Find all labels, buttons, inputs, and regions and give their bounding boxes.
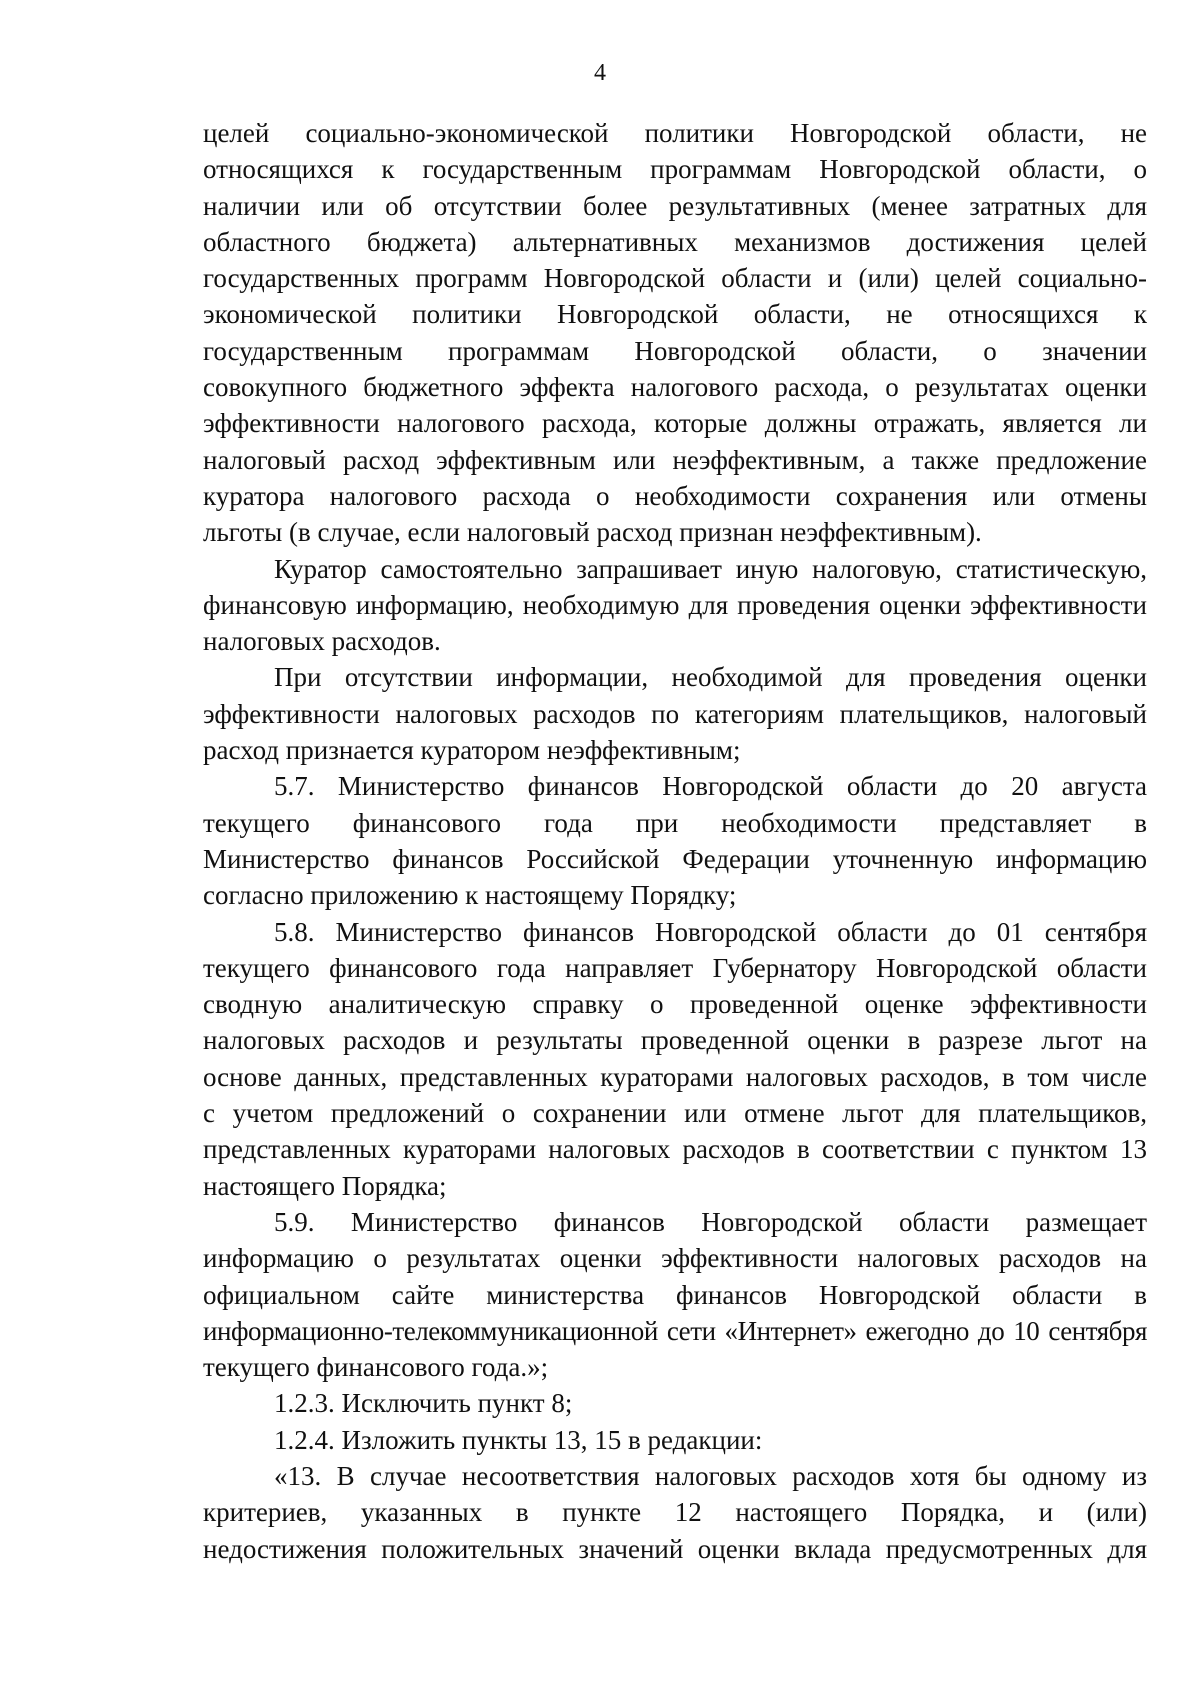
text-line: «13. В случае несоответствия налоговых расходов хотя бы одному из xyxy=(274,1460,1147,1491)
text-line: 5.7. Министерство финансов Новгородской области до 20 августа xyxy=(274,771,1147,802)
text-line: представленных кураторами налоговых расходов в соответствии с пунктом 13 xyxy=(203,1134,1147,1165)
page-number: 4 xyxy=(594,60,606,86)
text-line: текущего финансового года при необходимости представляет в xyxy=(203,807,1147,838)
text-line: эффективности налогового расхода, которые должны отражать, является ли xyxy=(203,408,1147,439)
paragraph-5-9 xyxy=(203,1204,1147,1385)
text-line: финансовую информацию, необходимую для проведения оценки эффективности xyxy=(203,589,1147,620)
text-line: согласно приложению к настоящему Порядку; xyxy=(203,880,737,911)
text-line: налоговый расход эффективным или неэффективным, а также предложение xyxy=(203,444,1147,475)
text-line: куратора налогового расхода о необходимости сохранения или отмены xyxy=(203,480,1147,511)
text-line: критериев, указанных в пункте 12 настоящего Порядка, и (или) xyxy=(203,1497,1147,1528)
text-line: эффективности налоговых расходов по категориям плательщиков, налоговый xyxy=(203,698,1147,729)
paragraph-1-2-3 xyxy=(203,1385,1147,1421)
text-line: наличии или об отсутствии более результативных (менее затратных для xyxy=(203,190,1147,221)
text-line: информацию о результатах оценки эффективности налоговых расходов на xyxy=(203,1243,1147,1274)
text-line: настоящего Порядка; xyxy=(203,1170,447,1201)
paragraph-5-7 xyxy=(203,768,1147,913)
text-line: налоговых расходов. xyxy=(203,626,441,657)
text-line: текущего финансового года.»; xyxy=(203,1352,549,1383)
text-line: недостижения положительных значений оценки вклада предусмотренных для xyxy=(203,1533,1147,1564)
text-line: областного бюджета) альтернативных механизмов достижения целей xyxy=(203,226,1147,257)
text-line: 1.2.3. Исключить пункт 8; xyxy=(274,1388,573,1419)
text-line: текущего финансового года направляет Губернатору Новгородской области xyxy=(203,952,1147,983)
paragraph-curator-requests xyxy=(203,551,1147,660)
paragraph-13 xyxy=(203,1458,1147,1567)
text-line: экономической политики Новгородской области, не относящихся к xyxy=(203,299,1147,330)
paragraph-5-8 xyxy=(203,914,1147,1204)
text-line: основе данных, представленных кураторами налоговых расходов, в том числе xyxy=(203,1061,1147,1092)
text-line: государственных программ Новгородской области и (или) целей социально- xyxy=(203,263,1147,294)
text-line: официальном сайте министерства финансов Новгородской области в xyxy=(203,1279,1147,1310)
text-line: Куратор самостоятельно запрашивает иную налоговую, статистическую, xyxy=(274,553,1147,584)
text-line: целей социально-экономической политики Новгородской области, не xyxy=(203,118,1147,148)
text-line: относящихся к государственным программам Новгородской области, о xyxy=(203,154,1147,185)
text-line: с учетом предложений о сохранении или отмене льгот для плательщиков, xyxy=(203,1098,1147,1129)
text-line: расход признается куратором неэффективным; xyxy=(203,735,741,766)
text-line: 5.8. Министерство финансов Новгородской области до 01 сентября xyxy=(274,916,1147,947)
text-line: налоговых расходов и результаты проведенной оценки в разрезе льгот на xyxy=(203,1025,1147,1056)
text-line: государственным программам Новгородской области, о значении xyxy=(203,335,1147,366)
text-line: Министерство финансов Российской Федерации уточненную информацию xyxy=(203,843,1147,874)
document-body xyxy=(203,115,1147,1567)
text-line: льготы (в случае, если налоговый расход признан неэффективным). xyxy=(203,517,982,548)
text-line: 1.2.4. Изложить пункты 13, 15 в редакции: xyxy=(274,1424,763,1455)
paragraph-continuation xyxy=(203,115,1147,551)
text-line: При отсутствии информации, необходимой для проведения оценки xyxy=(274,662,1147,693)
paragraph-1-2-4 xyxy=(203,1422,1147,1458)
text-line: информационно-телекоммуникационной сети «Интернет» ежегодно до 10 сентября xyxy=(203,1315,1147,1346)
text-line: 5.9. Министерство финансов Новгородской области размещает xyxy=(274,1206,1147,1237)
paragraph-absence-of-info xyxy=(203,659,1147,768)
text-line: сводную аналитическую справку о проведенной оценке эффективности xyxy=(203,989,1147,1020)
text-line: совокупного бюджетного эффекта налогового расхода, о результатах оценки xyxy=(203,372,1147,403)
